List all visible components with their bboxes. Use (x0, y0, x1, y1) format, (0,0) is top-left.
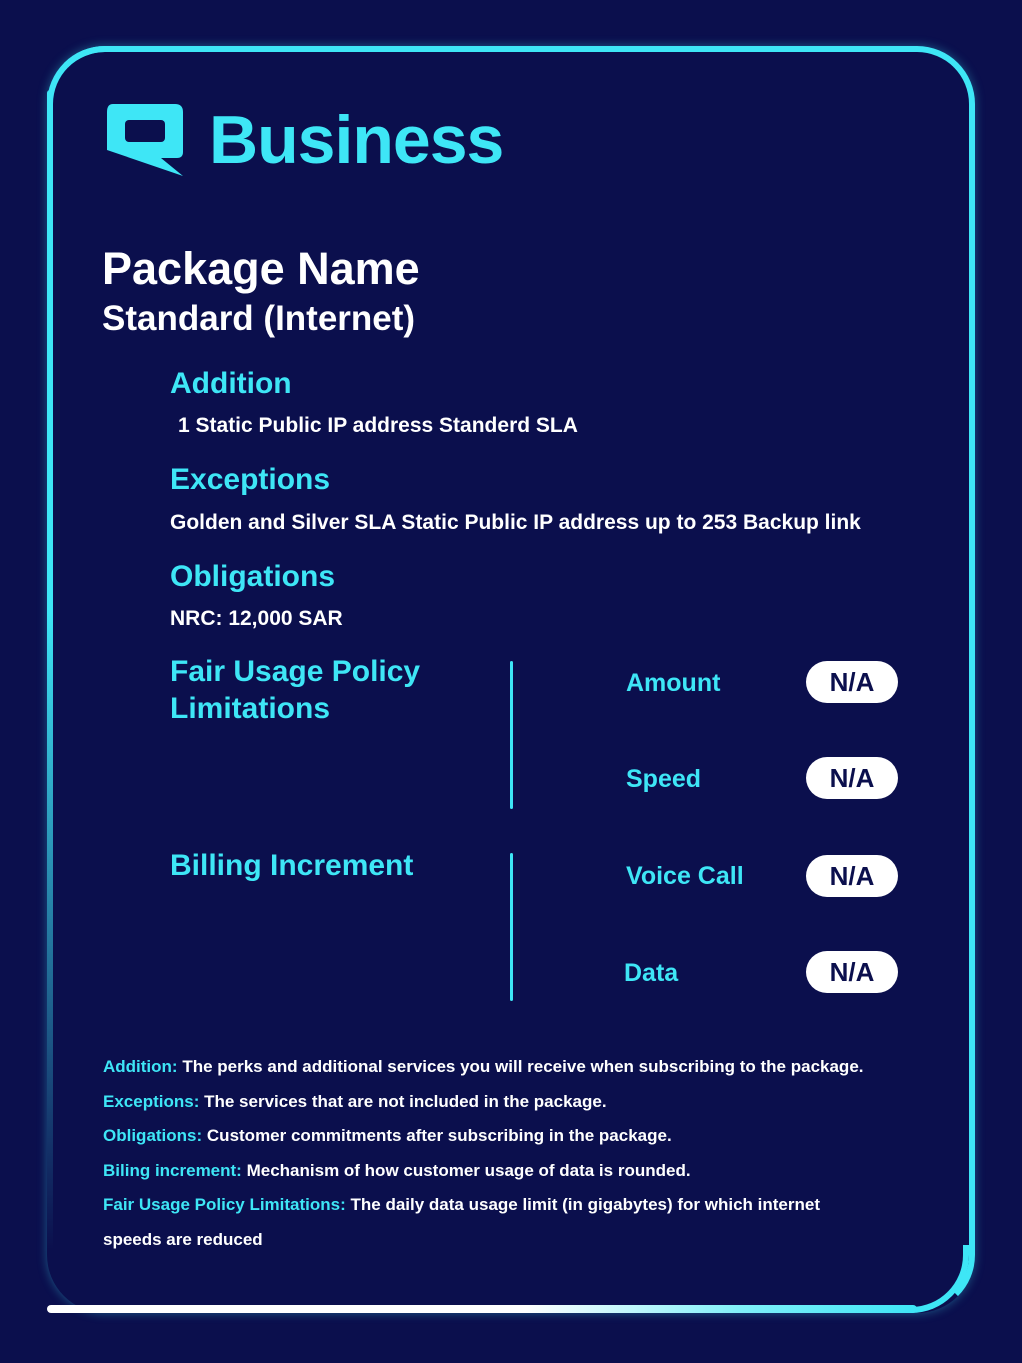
amount-label: Amount (626, 669, 721, 697)
brand-name: Business (209, 102, 504, 178)
data-label: Data (624, 959, 679, 987)
note-definition: Mechanism of how customer usage of data is rounded. (246, 1160, 691, 1180)
exceptions-text: Golden and Silver SLA Static Public IP address up to 253 Backup link (170, 511, 861, 534)
speed-value-badge: N/A (806, 757, 898, 799)
voice-call-value-badge: N/A (806, 855, 898, 897)
card-frame-corner-top-left (47, 46, 107, 106)
note-term: Exceptions: (103, 1091, 200, 1111)
note-item (103, 1119, 903, 1154)
fair-usage-divider (510, 661, 513, 809)
card-frame-left-edge (47, 90, 53, 1250)
billing-heading: Billing Increment (170, 849, 414, 882)
card-frame-corner-bottom-right (903, 1245, 969, 1313)
package-name: Standard (Internet) (102, 299, 416, 338)
note-term: Fair Usage Policy Limitations: (103, 1195, 346, 1214)
note-term: Biling increment: (103, 1160, 242, 1180)
note-definition: The perks and additional services you will receive when subscribing to the package. (182, 1057, 864, 1076)
chat-bubble-logo-icon (103, 100, 187, 180)
note-term: Addition: (103, 1057, 178, 1076)
note-definition: The services that are not included in the package. (204, 1091, 607, 1111)
note-definition: The daily data usage limit (in gigabytes) for which internet speeds are reduced (103, 1195, 820, 1249)
fair-usage-heading-line2: Limitations (170, 692, 331, 725)
addition-text: 1 Static Public IP address Standerd SLA (178, 414, 578, 437)
note-item (103, 1085, 903, 1120)
obligations-heading: Obligations (170, 560, 335, 593)
note-term: Obligations: (103, 1126, 203, 1145)
note-definition: Customer commitments after subscribing in the package. (206, 1126, 672, 1145)
voice-call-label: Voice Call (626, 862, 744, 890)
glossary-notes (103, 1050, 903, 1257)
package-title: Package Name (102, 243, 420, 294)
note-item (103, 1188, 863, 1257)
card-frame-bottom-edge (47, 1305, 917, 1313)
brand-logo (103, 100, 503, 180)
speed-label: Speed (626, 765, 702, 793)
exceptions-heading: Exceptions (170, 463, 331, 496)
amount-value-badge: N/A (806, 661, 898, 703)
note-item (103, 1154, 903, 1189)
billing-divider (510, 853, 513, 1001)
obligations-text: NRC: 12,000 SAR (170, 607, 343, 630)
addition-heading: Addition (170, 367, 292, 400)
note-item (103, 1050, 903, 1085)
data-value-badge: N/A (806, 951, 898, 993)
fair-usage-heading-line1: Fair Usage Policy (170, 655, 421, 688)
